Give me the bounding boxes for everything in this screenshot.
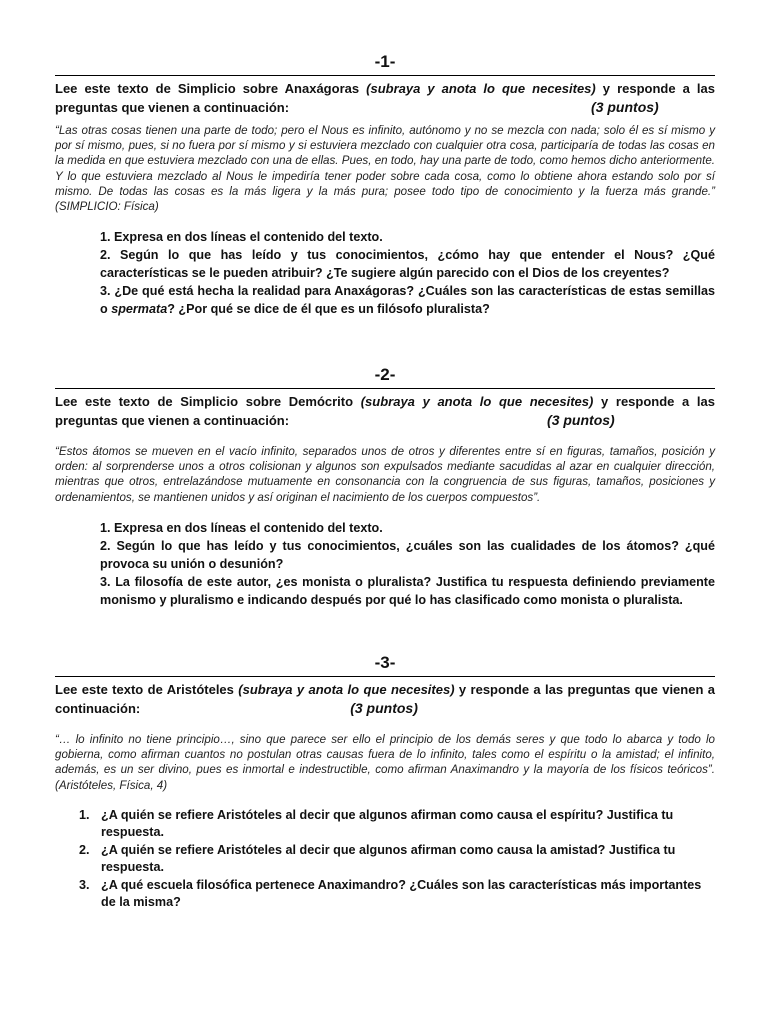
- question-list: [55, 228, 715, 318]
- quote-text: “Las otras cosas tienen una parte de todo; pero el Nous es infinito, autónomo y no se mezcla con nada; solo él es sí mismo y por sí mismo, pues, si no fuera por sí mismo y si estuviera mezclado con cualquier otra cosa, participaría de todas las cosas en la medida en que estuviera mezclado con una de ellas. Pues, en todo, hay una parte de todo, como hemos dicho anteriormente. Y lo que estuviera mezclado al Nous le impediría tener poder sobre cada cosa, como lo obtiene ahora estando solo por sí mismo. De todas las cosas es la más ligera y la más pura; posee todo tipo de conocimiento y la fuerza más grande.” (SIMPLICIO: Física): [55, 124, 715, 214]
- section-instructions: [55, 681, 715, 718]
- instructions-italic: (subraya y anota lo que necesites): [360, 394, 594, 409]
- section-number: -1-: [374, 52, 396, 71]
- question-3: 3. La filosofía de este autor, ¿es monista o pluralista? Justifica tu respuesta definiendo previamente monismo y pluralismo e indicando después por qué lo has clasificado como monista o pluralista.: [100, 574, 715, 607]
- item-text: ¿A quién se refiere Aristóteles al decir que algunos afirman como causa la amistad? Justifica tu respuesta.: [101, 842, 676, 875]
- item-number: 3.: [79, 877, 90, 892]
- section-number: -2-: [374, 365, 396, 384]
- section-instructions: [55, 393, 715, 430]
- section-3: [55, 653, 715, 912]
- question-3-text: 3. ¿De qué está hecha la realidad para Anaxágoras? ¿Cuáles son las características de estas semillas o: [100, 284, 715, 317]
- section-number: -3-: [374, 653, 396, 672]
- instructions-text-end: y responde a las preguntas que vienen a continuación:: [55, 682, 716, 716]
- item-text: ¿A quién se refiere Aristóteles al decir que algunos afirman como causa el espíritu? Justifica tu respuesta.: [101, 807, 674, 840]
- instructions-text-end: y responde a las preguntas que vienen a continuación:: [55, 394, 716, 428]
- section-instructions: [55, 80, 715, 117]
- question-2: 2. Según lo que has leído y tus conocimientos, ¿cómo hay que entender el Nous? ¿Qué características se le pueden atribuir? ¿Te sugiere algún parecido con el Dios de los creyentes?: [100, 248, 715, 281]
- question-1: 1. Expresa en dos líneas el contenido del texto.: [100, 520, 383, 535]
- item-number: 2.: [79, 842, 90, 857]
- question-3-text-end: ? ¿Por qué se dice de él que es un filósofo pluralista?: [167, 302, 490, 317]
- instructions-text: Lee este texto de Aristóteles: [55, 682, 239, 697]
- instructions-italic: (subraya y anota lo que necesites): [366, 81, 596, 96]
- points-label: (3 puntos): [547, 412, 615, 428]
- section-2: [55, 365, 715, 609]
- quote-text: “Estos átomos se mueven en el vacío infinito, separados unos de otros y diferentes entre sí en figuras, tamaños, posición y orden: al sorprenderse unos a otros colisionan y algunos son expulsados mediante sacudidas al azar en cualquier dirección, mientras que otros, entrelazándose mutuamente en consonancia con la congruencia de sus figuras, tamaños, posiciones y ordenamientos, se mantienen unidos y así originan el nacimiento de los cuerpos compuestos”.: [55, 445, 715, 504]
- quote-text: “… lo infinito no tiene principio…, sino que parece ser ello el principio de los demás seres y que todo lo abarca y todo lo gobierna, como afirman cuantos no postulan otras causas fuera de lo infinito, tales como el espíritu o la amistad; el infinito, además, es un ser divino, pues es inmortal e indestructible, como afirman Anaximandro y la mayoría de los físicos teóricos”. (Aristóteles, Física, 4): [55, 733, 715, 792]
- instructions-text: Lee este texto de Simplicio sobre Anaxágoras: [55, 81, 367, 96]
- question-1: 1. Expresa en dos líneas el contenido del texto.: [100, 230, 383, 245]
- divider: [55, 676, 715, 677]
- points-label: (3 puntos): [591, 99, 659, 115]
- item-text: ¿A qué escuela filosófica pertenece Anaximandro? ¿Cuáles son las características más importantes de la misma?: [101, 877, 702, 910]
- list-item: [79, 807, 715, 842]
- divider: [55, 75, 715, 76]
- item-number: 1.: [79, 807, 90, 822]
- list-item: [79, 842, 715, 877]
- question-3-italic: spermata: [111, 302, 168, 317]
- instructions-italic: (subraya y anota lo que necesites): [238, 682, 455, 697]
- list-item: [79, 877, 715, 912]
- instructions-text-end: y responde a las preguntas que vienen a continuación:: [55, 81, 715, 115]
- question-list: [55, 807, 715, 912]
- divider: [55, 388, 715, 389]
- question-list: [55, 519, 715, 609]
- points-label: (3 puntos): [350, 700, 418, 716]
- question-2: 2. Según lo que has leído y tus conocimientos, ¿cuáles son las cualidades de los átomos? ¿qué provoca su unión o desunión?: [100, 538, 715, 571]
- question-3: [100, 282, 715, 318]
- instructions-text: Lee este texto de Simplicio sobre Demócrito: [55, 394, 361, 409]
- section-1: [55, 52, 715, 318]
